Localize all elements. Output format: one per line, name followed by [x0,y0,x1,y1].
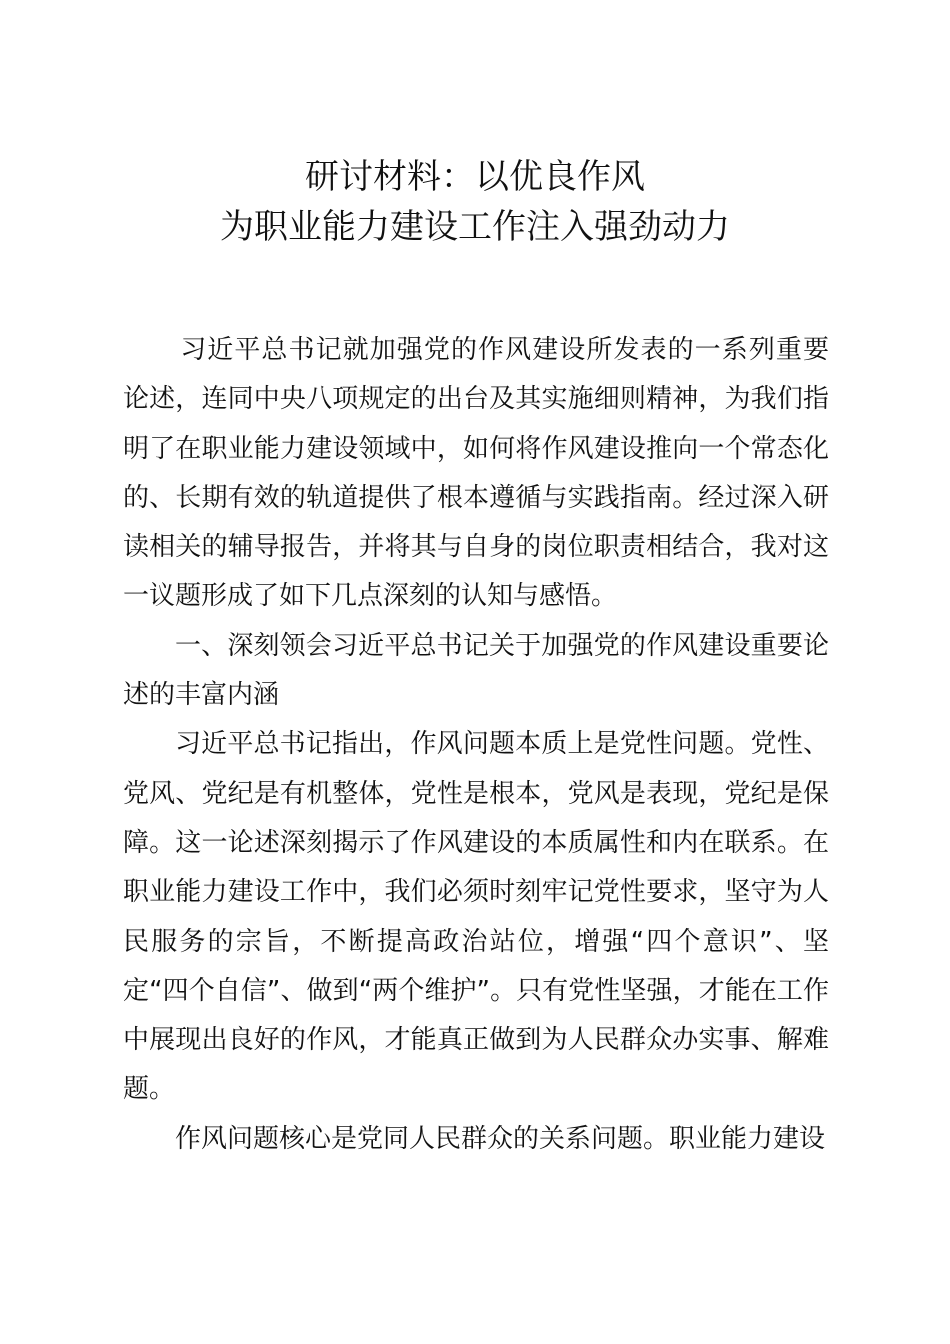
paragraph-mass-relations: 作风问题核心是党同人民群众的关系问题。职业能力建设 [175,1123,826,1154]
title-line-2: 为职业能力建设工作注入强劲动力 [220,207,730,247]
title-line-1: 研讨材料：以优良作风 [305,157,645,197]
document-title [0,152,950,252]
document-body [123,326,829,1164]
paragraph-party-spirit: 习近平总书记指出，作风问题本质上是党性问题。党性、党风、党纪是有机整体，党性是根本，党风是表现，党纪是保障。这一论述深刻揭示了作风建设的本质属性和内在联系。在职业能力建设工作中，我们必须时刻牢记党性要求，坚守为人民服务的宗旨，不断提高政治站位，增强“四个意识”、坚定“四个自信”、做到“两个维护”。只有党性坚强，才能在工作中展现出良好的作风，才能真正做到为人民群众办实事、解难题。 [123,729,829,1105]
paragraph-intro: 习近平总书记就加强党的作风建设所发表的一系列重要论述，连同中央八项规定的出台及其实施细则精神，为我们指明了在职业能力建设领域中，如何将作风建设推向一个常态化的、长期有效的轨道提供了根本遵循与实践指南。经过深入研读相关的辅导报告，并将其与自身的岗位职责相结合，我对这一议题形成了如下几点深刻的认知与感悟。 [123,335,829,612]
section-heading-1: 一、深刻领会习近平总书记关于加强党的作风建设重要论述的丰富内涵 [123,630,829,711]
